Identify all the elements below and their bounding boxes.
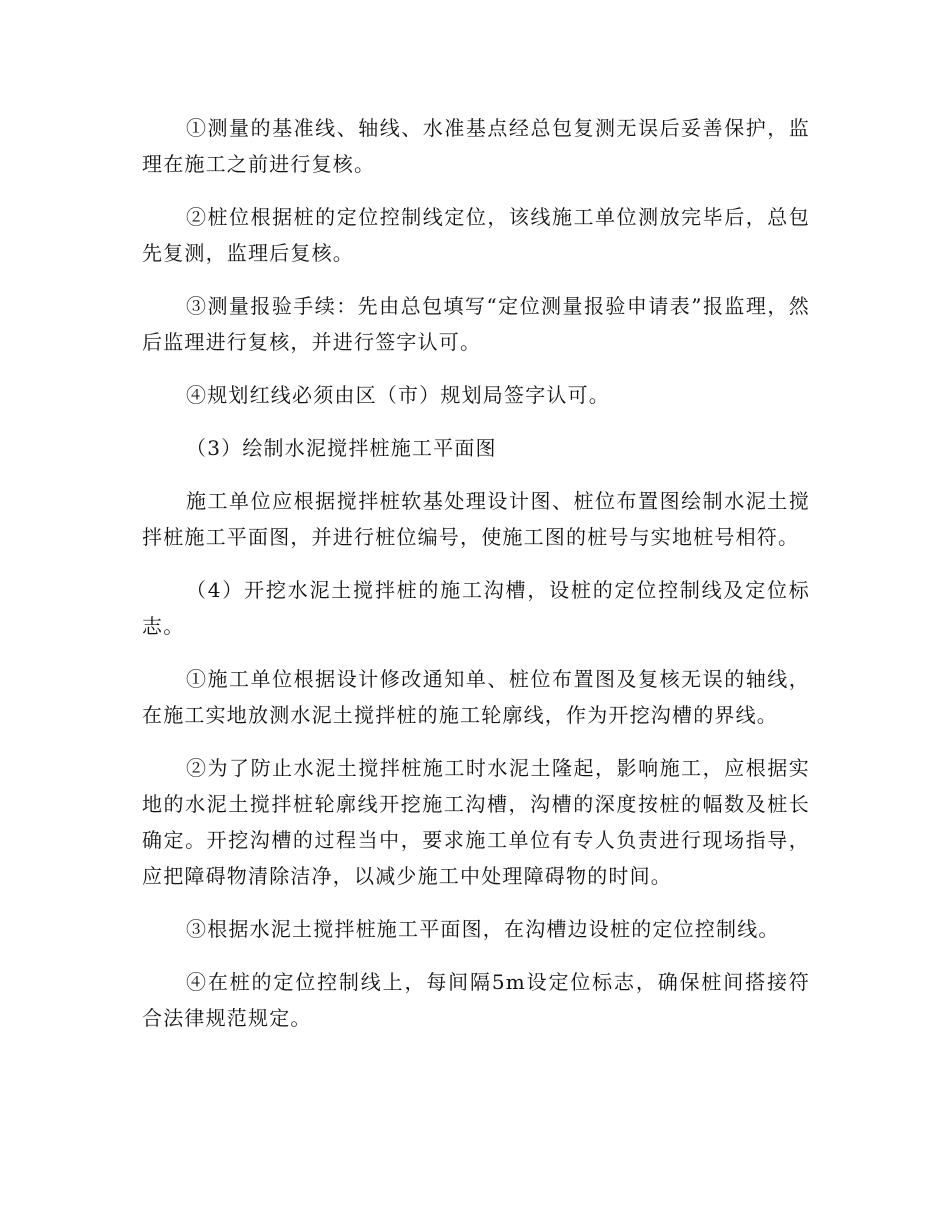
paragraph-8: ①施工单位根据设计修改通知单、桩位布置图及复核无误的轴线，在施工实地放测水泥土搅拌桩的施工轮廓线，作为开挖沟槽的界线。: [142, 667, 810, 727]
section-heading-4: （4）开挖水泥土搅拌桩的施工沟槽，设桩的定位控制线及定位标志。: [142, 578, 810, 638]
paragraph-2: ②桩位根据桩的定位控制线定位，该线施工单位测放完毕后，总包先复测，监理后复核。: [142, 205, 810, 265]
section-heading-3: （3）绘制水泥搅拌桩施工平面图: [186, 436, 497, 460]
document-page: [142, 110, 810, 1053]
paragraph-10: ③根据水泥土搅拌桩施工平面图，在沟槽边设桩的定位控制线。: [186, 917, 780, 941]
paragraph-3: ③测量报验手续：先由总包填写“定位测量报验申请表”报监理，然后监理进行复核，并进行签字认可。: [142, 294, 810, 354]
paragraph-6: 施工单位应根据搅拌桩软基处理设计图、桩位布置图绘制水泥土搅拌桩施工平面图，并进行桩位编号，使施工图的桩号与实地桩号相符。: [142, 489, 810, 549]
paragraph-9: ②为了防止水泥土搅拌桩施工时水泥土隆起，影响施工，应根据实地的水泥土搅拌桩轮廓线开挖施工沟槽，沟槽的深度按桩的幅数及桩长确定。开挖沟槽的过程当中，要求施工单位有专人负责进行现场指导，应把障碍物清除洁净，以减少施工中处理障碍物的时间。: [142, 756, 810, 888]
paragraph-11: ④在桩的定位控制线上，每间隔5m设定位标志，确保桩间搭接符合法律规范规定。: [142, 970, 810, 1030]
paragraph-4: ④规划红线必须由区（市）规划局签字认可。: [186, 383, 610, 407]
paragraph-1: ①测量的基准线、轴线、水准基点经总包复测无误后妥善保护，监理在施工之前进行复核。: [142, 116, 810, 176]
